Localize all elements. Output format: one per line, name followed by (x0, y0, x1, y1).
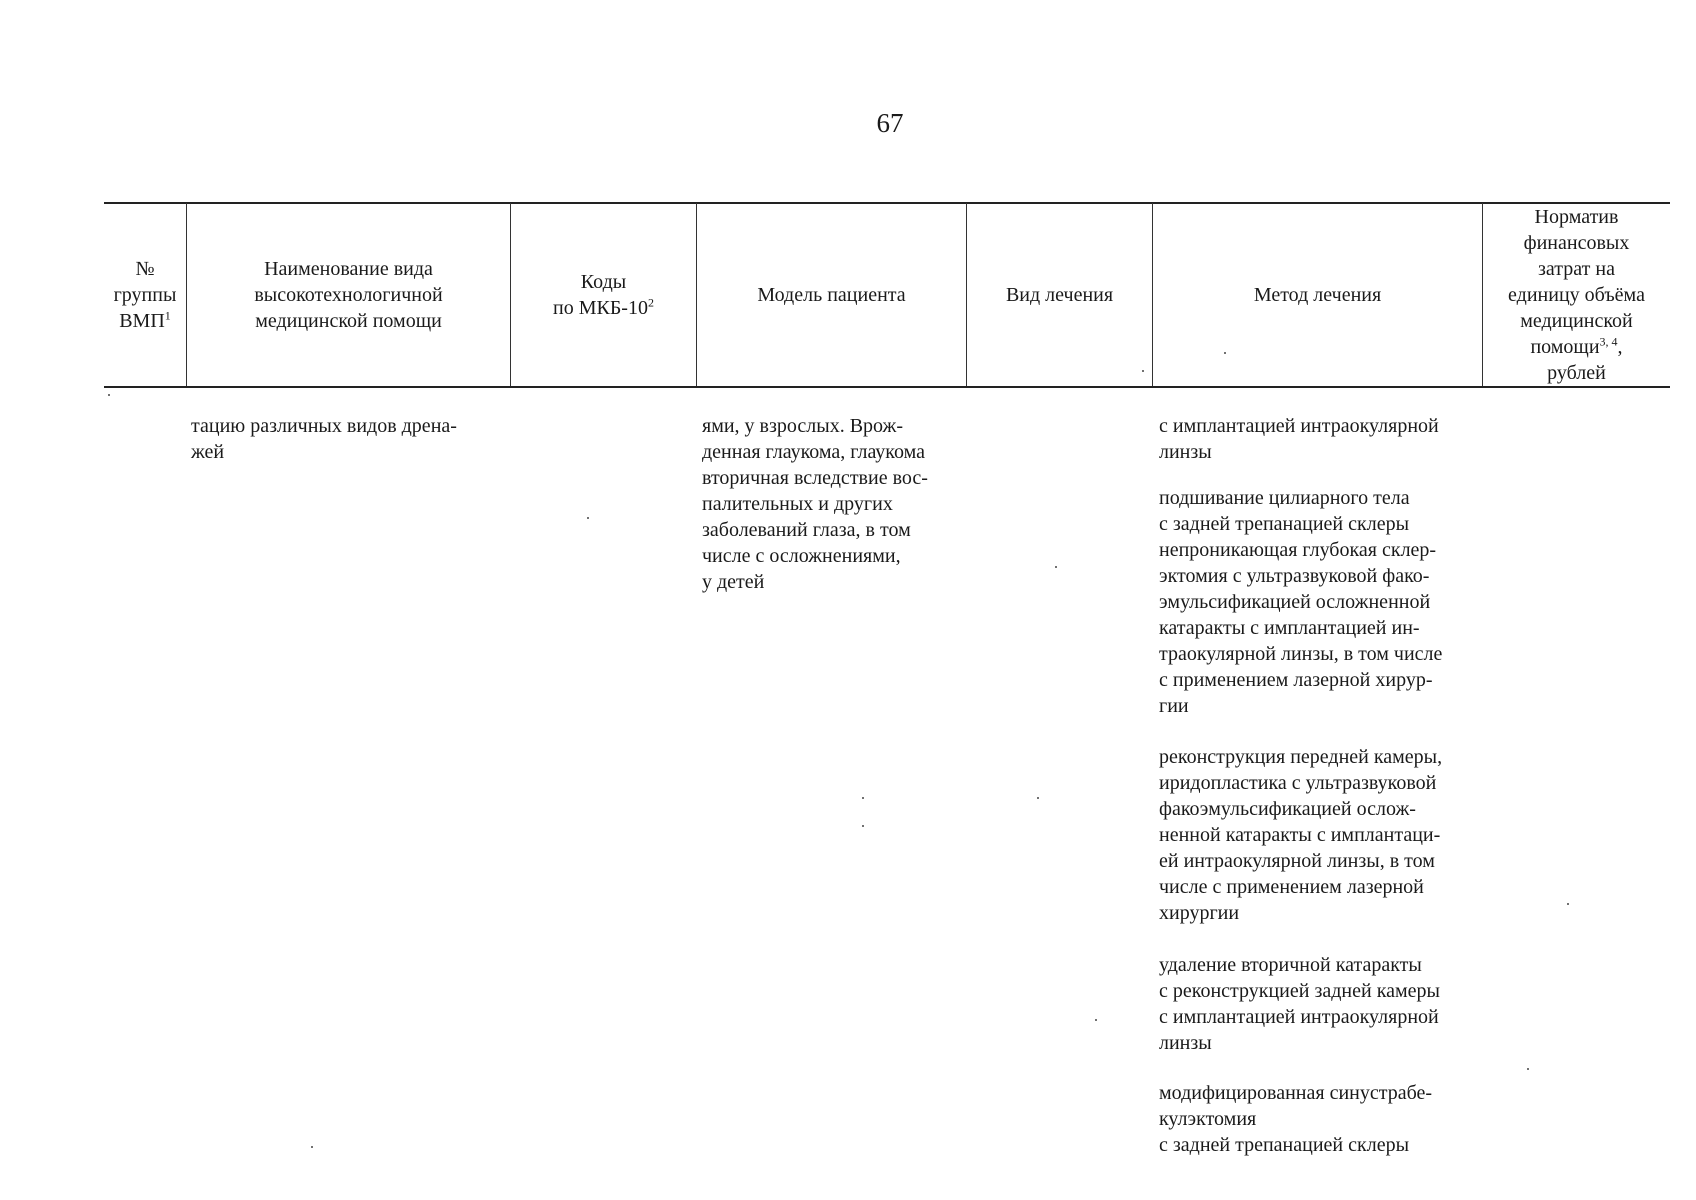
header-treatment-method (1153, 203, 1482, 386)
footnote-marker: 2 (647, 294, 654, 309)
header-icd-codes-label: Коды по МКБ-10 (553, 270, 648, 319)
page-number: 67 (876, 108, 904, 138)
scan-speck (311, 1146, 313, 1148)
header-care-type-name (187, 203, 510, 386)
scan-speck (1037, 797, 1039, 799)
header-cost-norm-unit: , рублей (1547, 335, 1623, 384)
header-care-type-name-label: Наименование вида высокотехнологичной медицинской помощи (254, 257, 443, 332)
header-patient-model-label: Модель пациента (757, 283, 906, 306)
scan-speck (1527, 1068, 1529, 1070)
cell-patient-model: ями, у взрослых. Врож- денная глаукома, глаукома вторичная вследствие вос- палительных и других заболеваний глаза, в том числе с осложнениями, у детей (702, 415, 928, 593)
header-patient-model (697, 203, 966, 386)
footnote-marker: 1 (164, 307, 171, 322)
header-treatment-type (967, 203, 1152, 386)
scan-speck (1567, 903, 1569, 905)
scan-speck (862, 797, 864, 799)
header-group-number (104, 203, 186, 386)
header-treatment-method-label: Метод лечения (1253, 283, 1382, 306)
header-treatment-type-label: Вид лечения (1005, 283, 1114, 306)
cell-method-3: реконструкция передней камеры, иридопластика с ультразвуковой факоэмульсификацией ослож- ненной катаракты с имплантаци- ей интраокулярной линзы, в том числе с применением лазерной хирургии (1159, 746, 1443, 924)
header-cost-norm-label: Норматив финансовых затрат на единицу объёма медицинской помощи (1508, 205, 1645, 358)
table-header-bottom-rule (104, 386, 1670, 388)
header-group-number-label: № группы ВМП (113, 257, 177, 332)
footnote-marker: 3, 4 (1599, 333, 1618, 348)
header-icd-codes (511, 203, 696, 386)
cell-method-2: подшивание цилиарного тела с задней трепанацией склеры непроникающая глубокая склер- эктомия с ультразвуковой фако- эмульсификацией осложненной катаракты с имплантацией ин- траокулярной линзы, в том числе с применением лазерной хирур- гии (1159, 487, 1443, 717)
scan-speck (1055, 566, 1057, 568)
scan-speck (108, 394, 110, 396)
cell-method-5: модифицированная синустрабе- кулэктомия с задней трепанацией склеры (1159, 1082, 1433, 1156)
scan-speck (1142, 370, 1144, 372)
header-cost-norm (1483, 203, 1670, 386)
scan-speck (587, 517, 589, 519)
scan-speck (1095, 1019, 1097, 1021)
scan-speck (862, 825, 864, 827)
cell-care-type-name: тацию различных видов дрена- жей (191, 415, 457, 463)
cell-method-1: с имплантацией интраокулярной линзы (1159, 415, 1439, 463)
scan-speck (1224, 352, 1226, 354)
cell-method-4: удаление вторичной катаракты с реконструкцией задней камеры с имплантацией интраокулярной линзы (1159, 954, 1440, 1054)
